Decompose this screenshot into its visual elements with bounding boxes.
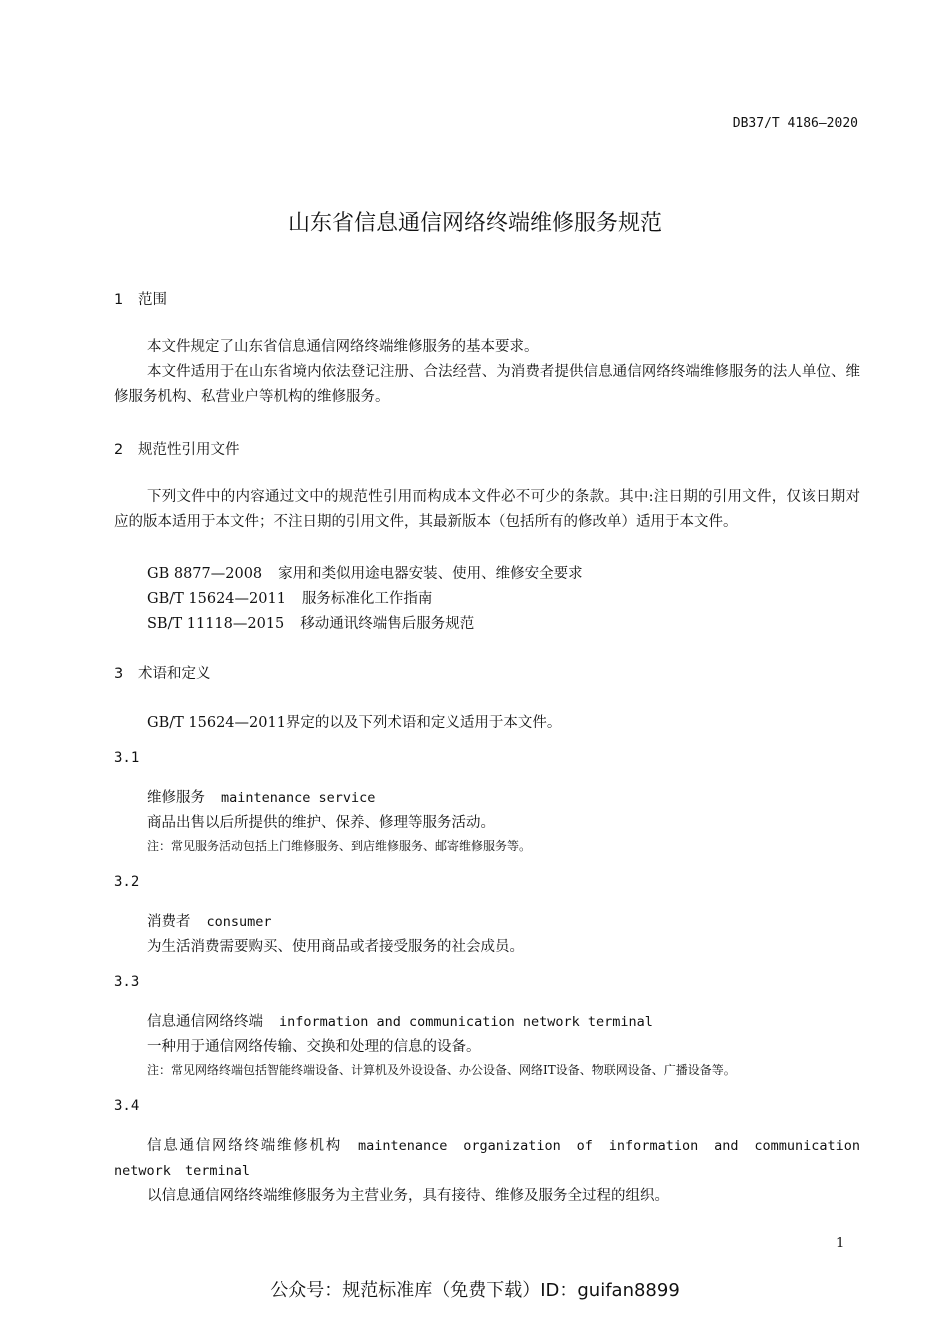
term-definition: 为生活消费需要购买、使用商品或者接受服务的社会成员。 [147, 939, 524, 955]
section-number: 3 [114, 666, 124, 682]
clause-number: 3.4 [114, 1098, 140, 1114]
clause-number: 3.3 [114, 974, 140, 990]
document-code: DB37/T 4186—2020 [732, 116, 858, 131]
term-entry [147, 786, 375, 807]
section-title: 术语和定义 [138, 666, 211, 682]
footer-watermark: 公众号：规范标准库（免费下载）ID：guifan8899 [270, 1280, 680, 1301]
term-zh: 信息通信网络终端维修机构 [147, 1138, 342, 1154]
term-definition: 一种用于通信网络传输、交换和处理的信息的设备。 [147, 1039, 481, 1055]
term-zh: 信息通信网络终端 [147, 1014, 263, 1030]
term-zh: 消费者 [147, 914, 191, 930]
page-number: 1 [836, 1236, 845, 1251]
term-en: maintenance service [221, 790, 376, 806]
note-text: 常见网络终端包括智能终端设备、计算机及外设设备、办公设备、网络IT设备、物联网设备、广播设备等。 [171, 1063, 736, 1077]
section-title: 范围 [138, 292, 167, 308]
clause-number: 3.1 [114, 750, 140, 766]
term-zh: 维修服务 [147, 790, 205, 806]
note-text: 常见服务活动包括上门维修服务、到店维修服务、邮寄维修服务等。 [171, 839, 532, 853]
reference-title: 家用和类似用途电器安装、使用、维修安全要求 [278, 566, 583, 582]
paragraph: 本文件规定了山东省信息通信网络终端维修服务的基本要求。 [147, 339, 539, 355]
term-definition: 以信息通信网络终端维修服务为主营业务，具有接待、维修及服务全过程的组织。 [147, 1188, 669, 1204]
section-heading-terms [114, 662, 211, 683]
term-definition: 商品出售以后所提供的维护、保养、修理等服务活动。 [147, 815, 495, 831]
reference-item [147, 587, 432, 608]
section-number: 2 [114, 442, 124, 458]
term-entry [114, 1134, 860, 1184]
scope-text [114, 335, 860, 410]
reference-title: 移动通讯终端售后服务规范 [300, 616, 475, 632]
term-en: consumer [206, 914, 272, 930]
reference-title: 服务标准化工作指南 [301, 591, 433, 607]
clause-number: 3.2 [114, 874, 140, 890]
term-en: information and communication network terminal [279, 1014, 653, 1030]
reference-item [147, 562, 583, 583]
reference-code: GB 8877—2008 [147, 566, 263, 582]
paragraph: 下列文件中的内容通过文中的规范性引用而构成本文件必不可少的条款。其中:注日期的引用文件，仅该日期对应的版本适用于本文件；不注日期的引用文件，其最新版本（包括所有的修改单）适用于本文件。 [114, 489, 860, 530]
document-title: 山东省信息通信网络终端维修服务规范 [287, 211, 662, 236]
term-note [147, 837, 531, 854]
note-label: 注： [147, 839, 172, 853]
section-heading-normative-references [114, 438, 240, 459]
term-en: maintenance organization of information and communication network terminal [114, 1138, 861, 1179]
section-number: 1 [114, 292, 124, 308]
reference-code: GB/T 15624—2011 [147, 591, 286, 607]
terms-intro: GB/T 15624—2011界定的以及下列术语和定义适用于本文件。 [147, 715, 562, 731]
section-title: 规范性引用文件 [138, 442, 240, 458]
term-note [147, 1061, 736, 1078]
note-label: 注： [147, 1063, 172, 1077]
reference-item [147, 612, 474, 633]
reference-code: SB/T 11118—2015 [147, 616, 285, 632]
term-entry [147, 1010, 653, 1031]
term-entry [147, 910, 272, 931]
section-heading-scope [114, 288, 167, 309]
references-text [114, 485, 860, 535]
paragraph: 本文件适用于在山东省境内依法登记注册、合法经营、为消费者提供信息通信网络终端维修服务的法人单位、维修服务机构、私营业户等机构的维修服务。 [114, 364, 860, 405]
